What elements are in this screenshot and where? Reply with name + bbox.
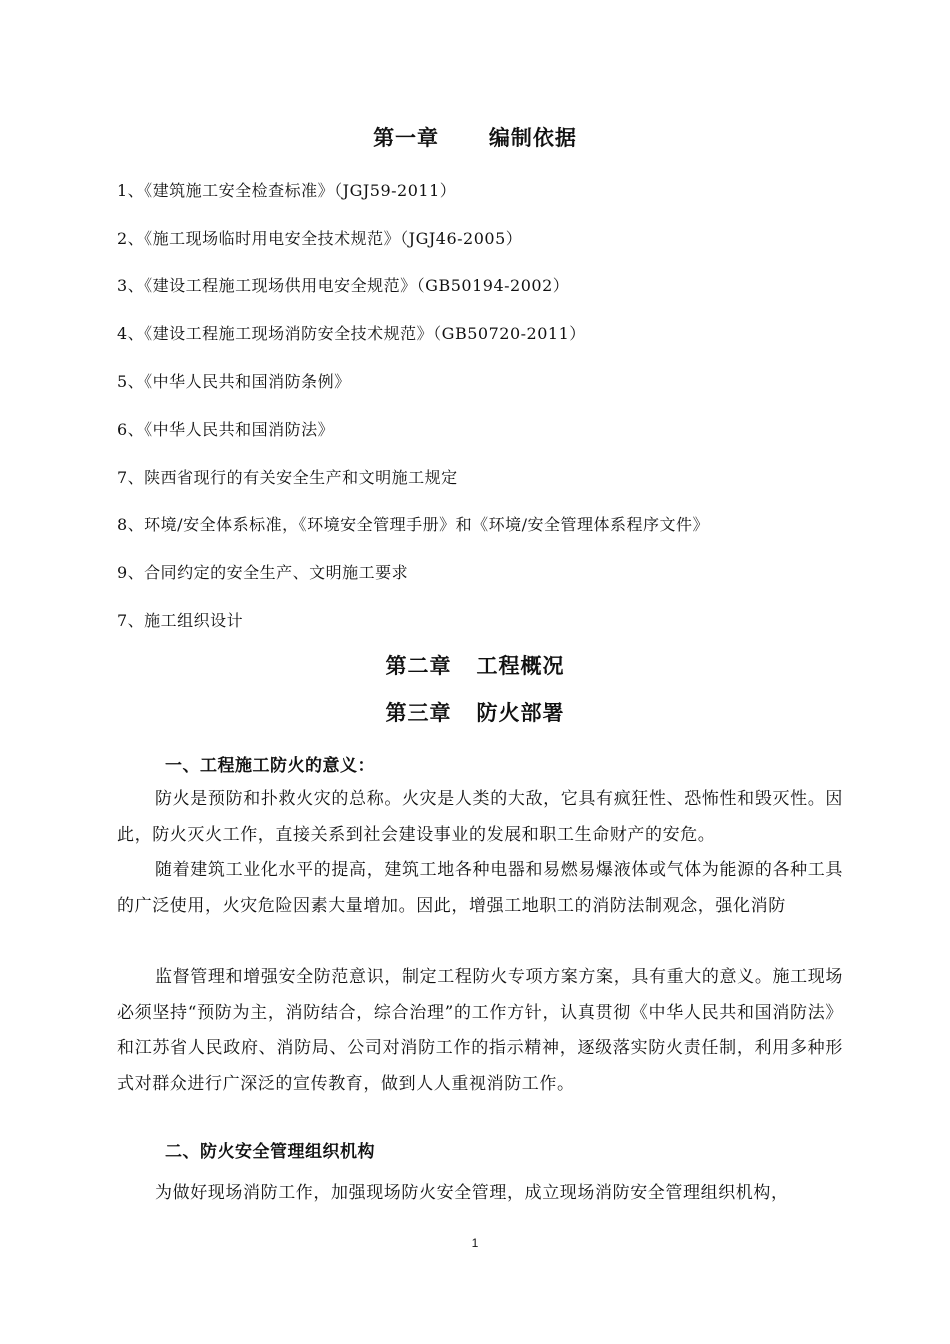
reference-item-3: 3、《建设工程施工现场供用电安全规范》（GB50194-2002） <box>117 276 570 295</box>
reference-item-8: 8、环境/安全体系标准，《环境安全管理手册》和《环境/安全管理体系程序文件》 <box>117 515 709 534</box>
chapter-3-title: 第三章 防火部署 <box>385 701 565 725</box>
chapter-2-title: 第二章 工程概况 <box>385 654 565 678</box>
section-1-heading: 一、工程施工防火的意义： <box>165 756 375 776</box>
reference-item-1: 1、《建筑施工安全检查标准》（JGJ59-2011） <box>117 181 457 200</box>
reference-item-2: 2、《施工现场临时用电安全技术规范》（JGJ46-2005） <box>117 229 523 248</box>
reference-item-4: 4、《建设工程施工现场消防安全技术规范》（GB50720-2011） <box>117 324 586 343</box>
page-number: 1 <box>471 1236 479 1250</box>
reference-item-5: 5、《中华人民共和国消防条例》 <box>117 372 351 391</box>
section-1-paragraph-1: 防火是预防和扑救火灾的总称。火灾是人类的大敌，它具有疯狂性、恐怖性和毁灭性。因此，防火灭火工作，直接关系到社会建设事业的发展和职工生命财产的安危。 <box>117 789 843 845</box>
reference-item-7: 7、陕西省现行的有关安全生产和文明施工规定 <box>117 468 458 487</box>
section-1-paragraph-2: 随着建筑工业化水平的提高，建筑工地各种电器和易燃易爆液体或气体为能源的各种工具的广泛使用，火灾危险因素大量增加。因此，增强工地职工的消防法制观念，强化消防 <box>117 860 843 916</box>
section-2-heading: 二、防火安全管理组织机构 <box>165 1142 375 1162</box>
reference-item-6: 6、《中华人民共和国消防法》 <box>117 420 335 439</box>
reference-item-10: 7、施工组织设计 <box>117 611 244 630</box>
section-1-paragraph-3: 监督管理和增强安全防范意识，制定工程防火专项方案方案，具有重大的意义。施工现场必须坚持“预防为主，消防结合，综合治理”的工作方针，认真贯彻《中华人民共和国消防法》和江苏省人民政府、消防局、公司对消防工作的指示精神，逐级落实防火责任制，利用多种形式对群众进行广深泛的宣传教育，做到人人重视消防工作。 <box>117 967 843 1094</box>
chapter-1-title: 第一章 编制依据 <box>373 126 577 150</box>
reference-item-9: 9、合同约定的安全生产、文明施工要求 <box>117 563 409 582</box>
section-2-paragraph-1: 为做好现场消防工作，加强现场防火安全管理，成立现场消防安全管理组织机构， <box>155 1183 789 1203</box>
